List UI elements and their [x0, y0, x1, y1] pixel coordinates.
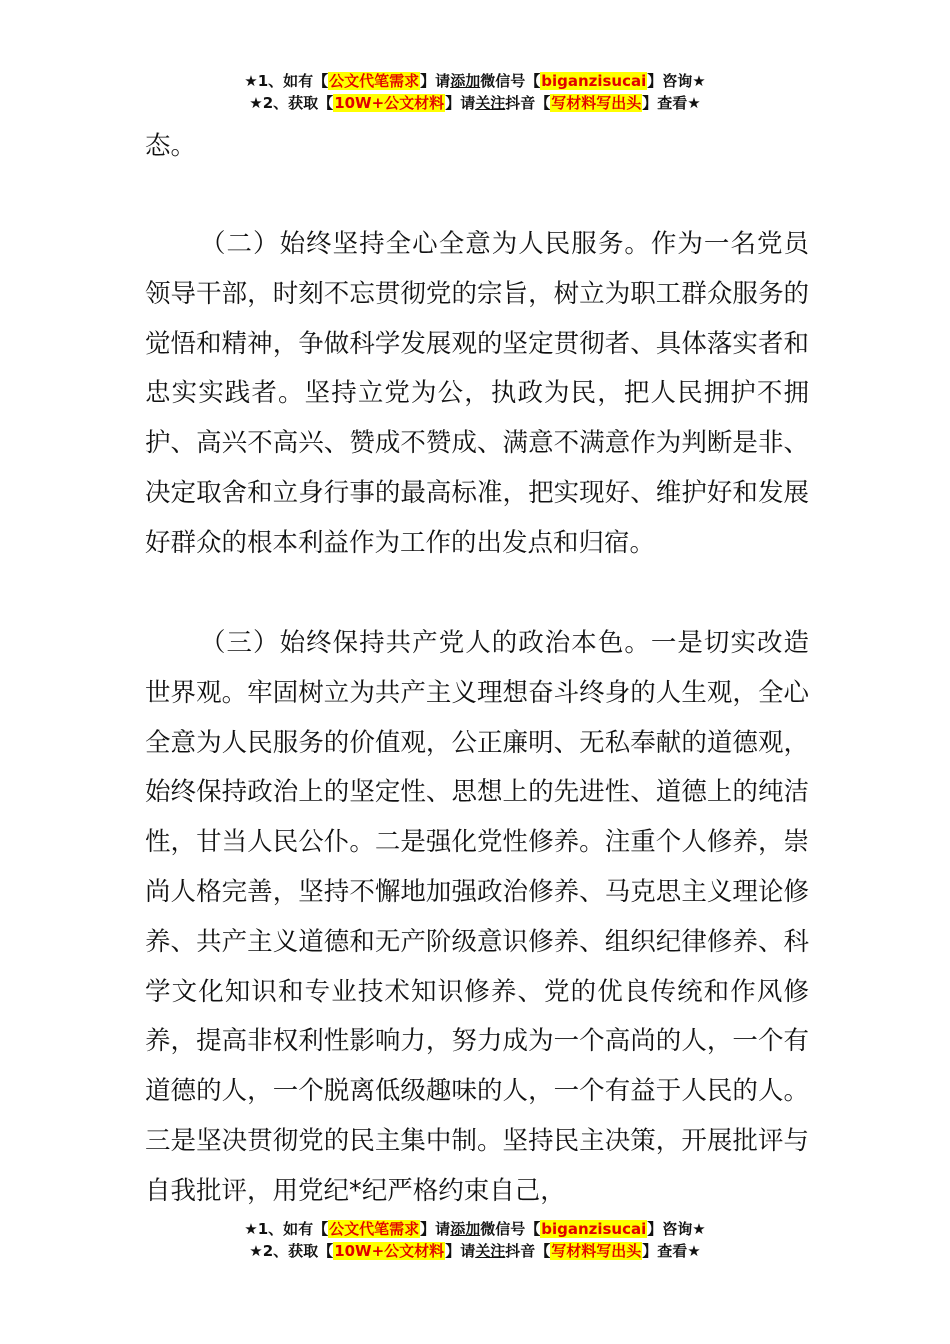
promo-highlight: 10W+公文材料 — [334, 1242, 445, 1260]
promo-highlight: 写材料写出头 — [551, 94, 642, 112]
promo-highlight: 公文代笔需求 — [329, 72, 420, 90]
promo-line-1: ★1、如有【公文代笔需求】请添加微信号【biganzisucai】咨询★ — [244, 1220, 706, 1238]
promo-line-2: ★2、获取【10W+公文材料】请关注抖音【写材料写出头】查看★ — [249, 94, 701, 112]
promo-highlight: 写材料写出头 — [551, 1242, 642, 1260]
paragraph-2: （二）始终坚持全心全意为人民服务。作为一名党员领导干部，时刻不忘贯彻党的宗旨，树立为职工群众服务的觉悟和精神，争做科学发展观的坚定贯彻者、具体落实者和忠实实践者。坚持立党为公，执政为民，把人民拥护不拥护、高兴不高兴、赞成不赞成、满意不满意作为判断是非、决定取舍和立身行事的最高标准，把实现好、维护好和发展好群众的根本利益作为工作的出发点和归宿。 — [145, 229, 809, 558]
bottom-promo-banner — [0, 1218, 950, 1262]
promo-highlight: biganzisucai — [541, 1220, 647, 1238]
promo-line-1: ★1、如有【公文代笔需求】请添加微信号【biganzisucai】咨询★ — [244, 72, 706, 90]
continuation-text: 态。 — [145, 131, 197, 161]
promo-highlight: 10W+公文材料 — [334, 94, 445, 112]
promo-highlight: 公文代笔需求 — [329, 1220, 420, 1238]
promo-line-2: ★2、获取【10W+公文材料】请关注抖音【写材料写出头】查看★ — [249, 1242, 701, 1260]
paragraph-3: （三）始终保持共产党人的政治本色。一是切实改造世界观。牢固树立为共产主义理想奋斗终身的人生观，全心全意为人民服务的价值观，公正廉明、无私奉献的道德观，始终保持政治上的坚定性、思想上的先进性、道德上的纯洁性，甘当人民公仆。二是强化党性修养。注重个人修养，崇尚人格完善，坚持不懈地加强政治修养、马克思主义理论修养、共产主义道德和无产阶级意识修养、组织纪律修养、科学文化知识和专业技术知识修养、党的优良传统和作风修养，提高非权利性影响力，努力成为一个高尚的人，一个有道德的人，一个脱离低级趣味的人，一个有益于人民的人。三是坚决贯彻党的民主集中制。坚持民主决策，开展批评与自我批评，用党纪*纪严格约束自己， — [145, 628, 809, 1206]
promo-highlight: biganzisucai — [541, 72, 647, 90]
top-promo-banner — [0, 70, 950, 114]
